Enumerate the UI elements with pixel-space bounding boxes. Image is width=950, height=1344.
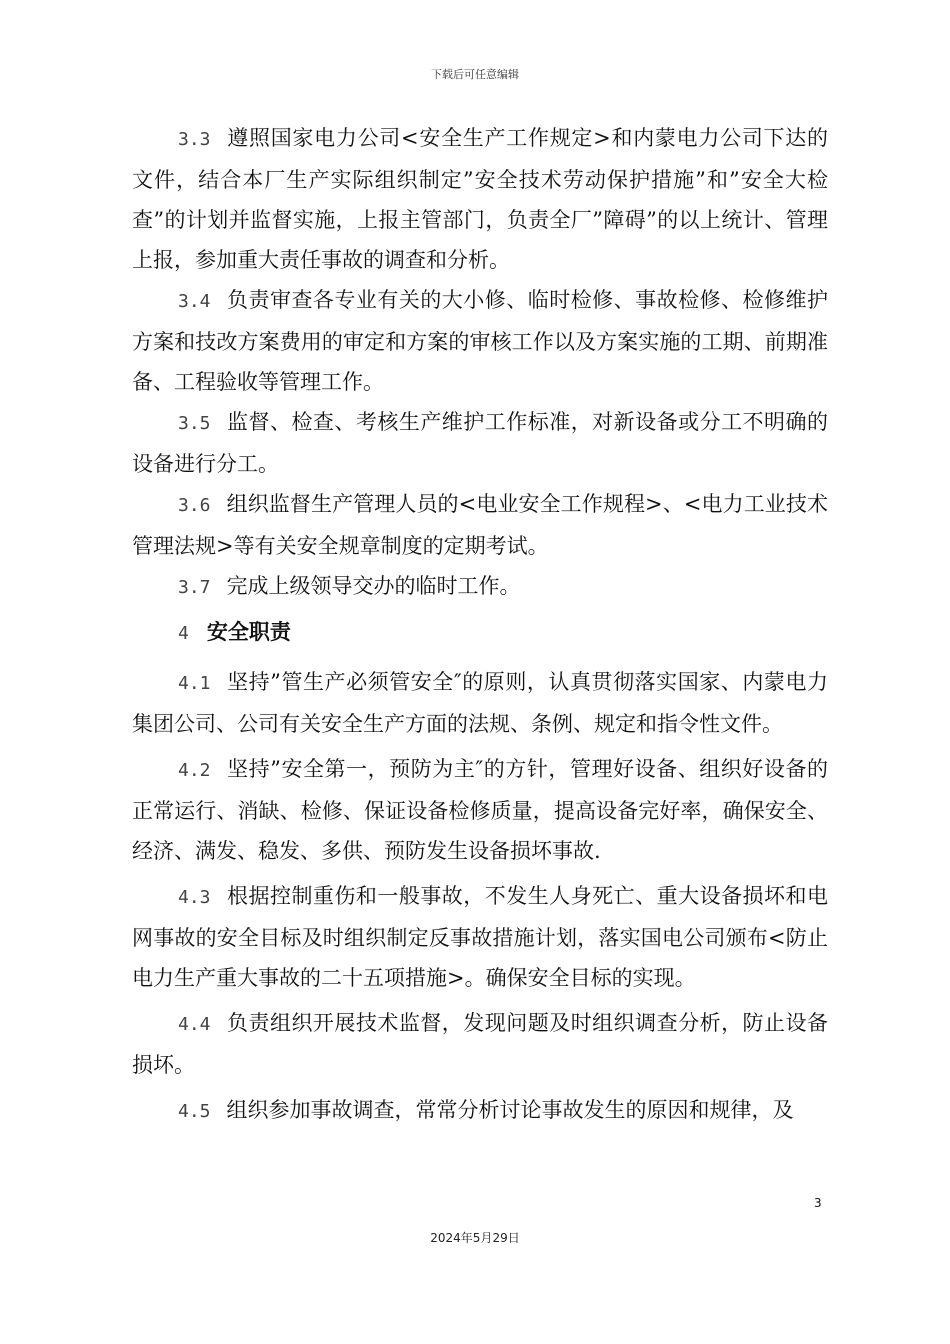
clause-text: 坚持”管生产必须管安全″的原则，认真贯彻落实国家、内蒙电力集团公司、公司有关安全生产方面的法规、条例、规定和指令性文件。 (132, 670, 828, 736)
clause-number: 3.4 (178, 291, 211, 312)
clause-number: 3.5 (178, 413, 211, 434)
page-header: 下载后可任意编辑 (431, 68, 519, 81)
clause-3-7 (132, 566, 828, 608)
clause-text: 组织监督生产管理人员的<电业安全工作规程>、<电力工业技术管理法规>等有关安全规章制度的定期考试。 (132, 492, 828, 558)
section-heading-4 (132, 612, 828, 654)
clause-text: 坚持”安全第一，预防为主″的方针，管理好设备、组织好设备的正常运行、消缺、检修、保证设备检修质量，提高设备完好率，确保安全、经济、满发、稳发、多供、预防发生设备损坏事故. (132, 757, 828, 863)
clause-3-4 (132, 280, 828, 402)
clause-number: 4.1 (178, 673, 211, 694)
document-body (132, 118, 828, 1132)
clause-text: 遵照国家电力公司<安全生产工作规定>和内蒙电力公司下达的文件，结合本厂生产实际组织制定”安全技术劳动保护措施”和”安全大检查”的计划并监督实施，上报主管部门，负责全厂”障碍”的以上统计、管理上报，参加重大责任事故的调查和分析。 (132, 126, 828, 272)
clause-3-5 (132, 402, 828, 484)
page-footer-date: 2024年5月29日 (430, 1231, 520, 1245)
clause-text: 负责审查各专业有关的大小修、临时检修、事故检修、检修维护方案和技改方案费用的审定和方案的审核工作以及方案实施的工期、前期准备、工程验收等管理工作。 (132, 288, 828, 394)
clause-3-3 (132, 118, 828, 280)
clause-number: 4.3 (178, 887, 211, 908)
clause-number: 4.4 (178, 1014, 211, 1035)
clause-text: 负责组织开展技术监督，发现问题及时组织调查分析，防止设备损坏。 (132, 1011, 828, 1077)
page-number: 3 (814, 1196, 822, 1210)
clause-number: 3.6 (178, 495, 211, 516)
clause-number: 4.2 (178, 760, 211, 781)
clause-text: 完成上级领导交办的临时工作。 (226, 574, 521, 598)
clause-4-1 (132, 662, 828, 744)
clause-text: 根据控制重伤和一般事故，不发生人身死亡、重大设备损坏和电网事故的安全目标及时组织制定反事故措施计划，落实国电公司颁布<防止电力生产重大事故的二十五项措施>。确保安全目标的实现。 (132, 884, 828, 990)
clause-4-2 (132, 749, 828, 871)
clause-number: 3.3 (178, 129, 211, 150)
clause-number: 4.5 (178, 1101, 211, 1122)
clause-3-6 (132, 484, 828, 566)
clause-text: 监督、检查、考核生产维护工作标准，对新设备或分工不明确的设备进行分工。 (132, 410, 828, 476)
clause-4-3 (132, 876, 828, 998)
section-title: 安全职责 (206, 619, 291, 644)
clause-text: 组织参加事故调查，常常分析讨论事故发生的原因和规律，及 (226, 1098, 794, 1122)
clause-4-5 (132, 1090, 828, 1132)
clause-4-4 (132, 1003, 828, 1085)
section-number: 4 (178, 623, 189, 644)
clause-number: 3.7 (178, 577, 211, 598)
